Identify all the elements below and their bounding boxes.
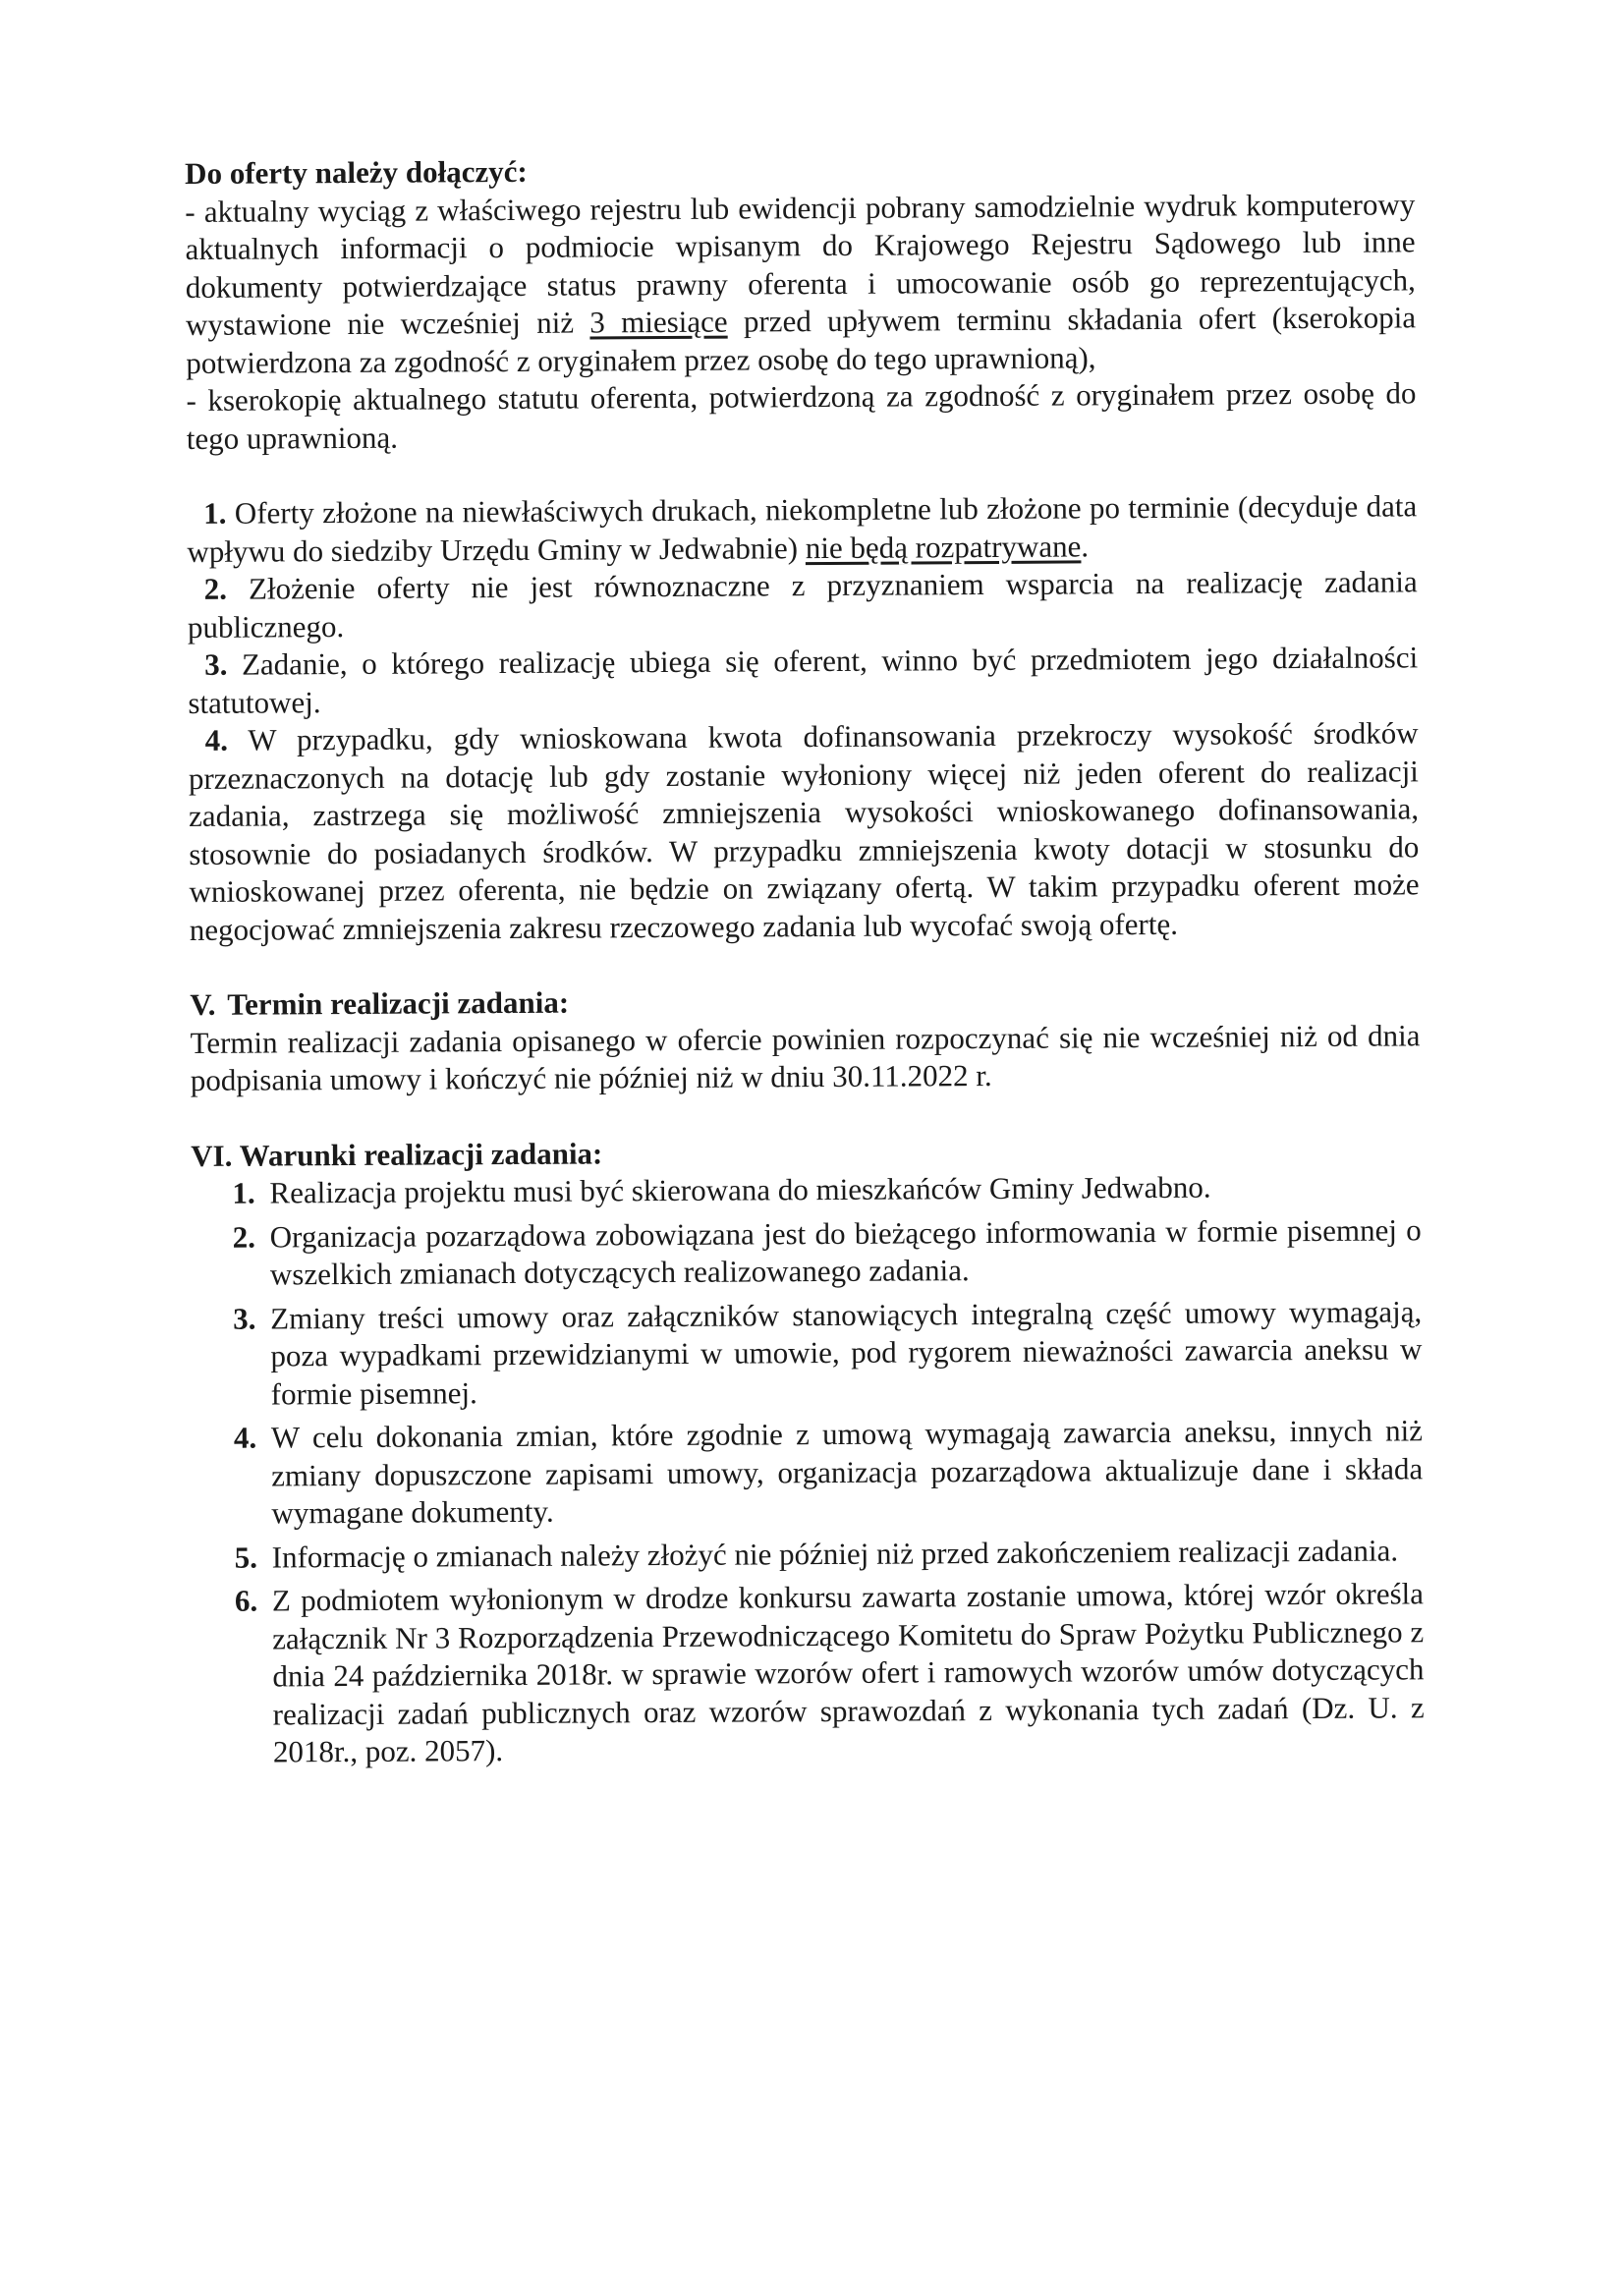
condition-item: 5. Informację o zmianach należy złożyć nie później niż przed zakończeniem realizacji zadania. <box>194 1532 1424 1577</box>
conditions-list <box>191 1167 1425 1771</box>
condition-number: 3. <box>233 1301 256 1336</box>
rule-number: 4. <box>204 722 228 757</box>
condition-number: 5. <box>234 1540 258 1575</box>
underlined-period: 3 miesiące <box>589 304 728 340</box>
section-title: Termin realizacji zadania: <box>227 984 570 1022</box>
rule-number: 3. <box>204 646 228 682</box>
rule-item: 2. Złożenie oferty nie jest równoznaczne z przyznaniem wsparcia na realizację zadania publicznego. <box>187 564 1418 644</box>
attachments-heading: Do oferty należy dołączyć: <box>185 153 528 191</box>
attachment-item-statute-copy: - kserokopię aktualnego statutu oferenta, potwierdzoną za zgodność z oryginałem przez osobę do tego uprawnioną. <box>186 375 1417 456</box>
condition-number: 1. <box>232 1175 255 1210</box>
section-number: VI. <box>191 1138 233 1173</box>
underlined-not-considered: nie będą rozpatrywane <box>805 528 1082 565</box>
condition-item: 1. Realizacja projektu musi być skierowana do mieszkańców Gminy Jedwabno. <box>191 1167 1421 1212</box>
condition-number: 4. <box>233 1420 257 1455</box>
section-v-text: Termin realizacji zadania opisanego w ofercie powinien rozpoczynać się nie wcześniej niż od dnia podpisania umowy i kończyć nie później niż w dniu 30.11.2022 r. <box>190 1017 1421 1097</box>
document-page <box>185 147 1425 1777</box>
rule-item: 1. Oferty złożone na niewłaściwych drukach, niekompletne lub złożone po terminie (decyduje data wpływu do siedziby Urzędu Gminy w Jedwabnie) nie będą rozpatrywane. <box>187 488 1418 569</box>
condition-item: 2. Organizacja pozarządowa zobowiązana jest do bieżącego informowania w formie pisemnej o wszelkich zmianach dotyczących realizowanego zadania. <box>232 1211 1422 1292</box>
condition-item: 6. Z podmiotem wyłonionym w drodze konkursu zawarta zostanie umowa, której wzór określa załącznik Nr 3 Rozporządzenia Przewodniczącego Komitetu do Spraw Pożytku Publicznego z dnia 24 października 2018r. w sprawie wzorów ofert i ramowych wzorów umów dotyczących realizacji zadań publicznych oraz wzorów sprawozdań z wykonania tych zadań (Dz. U. z 2018r., poz. 2057). <box>234 1576 1425 1769</box>
condition-item: 4. W celu dokonania zmian, które zgodnie z umową wymagają zawarcia aneksu, innych niż zmiany dopuszczone zapisami umowy, organizacja pozarządowa aktualizuje dane i składa wymagane dokumenty. <box>233 1413 1424 1531</box>
rule-number: 1. <box>203 495 227 531</box>
attachment-item-registry-extract: - aktualny wyciąg z właściwego rejestru lub ewidencji pobrany samodzielnie wydruk komputerowy aktualnych informacji o podmiocie wpisanym do Krajowego Rejestru Sądowego lub inne dokumenty potwierdzające status prawny oferenta i umocowanie osób go reprezentujących, wystawione nie wcześniej niż 3 miesiące przed upływem terminu składania ofert (kserokopia potwierdzona za zgodność z oryginałem przez osobę do tego uprawnioną), <box>185 186 1417 380</box>
rule-item: 3. Zadanie, o którego realizację ubiega się oferent, winno być przedmiotem jego działalności statutowej. <box>188 640 1419 720</box>
section-title: Warunki realizacji zadania: <box>239 1135 603 1173</box>
section-number: V. <box>190 986 216 1022</box>
condition-number: 6. <box>234 1583 258 1618</box>
rule-item: 4. W przypadku, gdy wnioskowana kwota dofinansowania przekroczy wysokość środków przeznaczonych na dotację lub gdy zostanie wyłoniony więcej niż jeden oferent do realizacji zadania, zastrzega się możliwość zmniejszenia wysokości wnioskowanego dofinansowania, stosownie do posiadanych środków. W przypadku zmniejszenia kwoty dotacji w stosunku do wnioskowanej przez oferenta, nie będzie on związany ofertą. W takim przypadku oferent może negocjować zmniejszenia zakresu rzeczowego zadania lub wycofać swoją ofertę. <box>188 715 1420 947</box>
general-rules-list <box>187 487 1420 949</box>
condition-number: 2. <box>232 1219 256 1255</box>
condition-item: 3. Zmiany treści umowy oraz załączników stanowiących integralną część umowy wymagają, poza wypadkami przewidzianymi w umowie, pod rygorem nieważności zawarcia aneksu w formie pisemnej. <box>233 1293 1423 1411</box>
rule-number: 2. <box>203 571 228 606</box>
